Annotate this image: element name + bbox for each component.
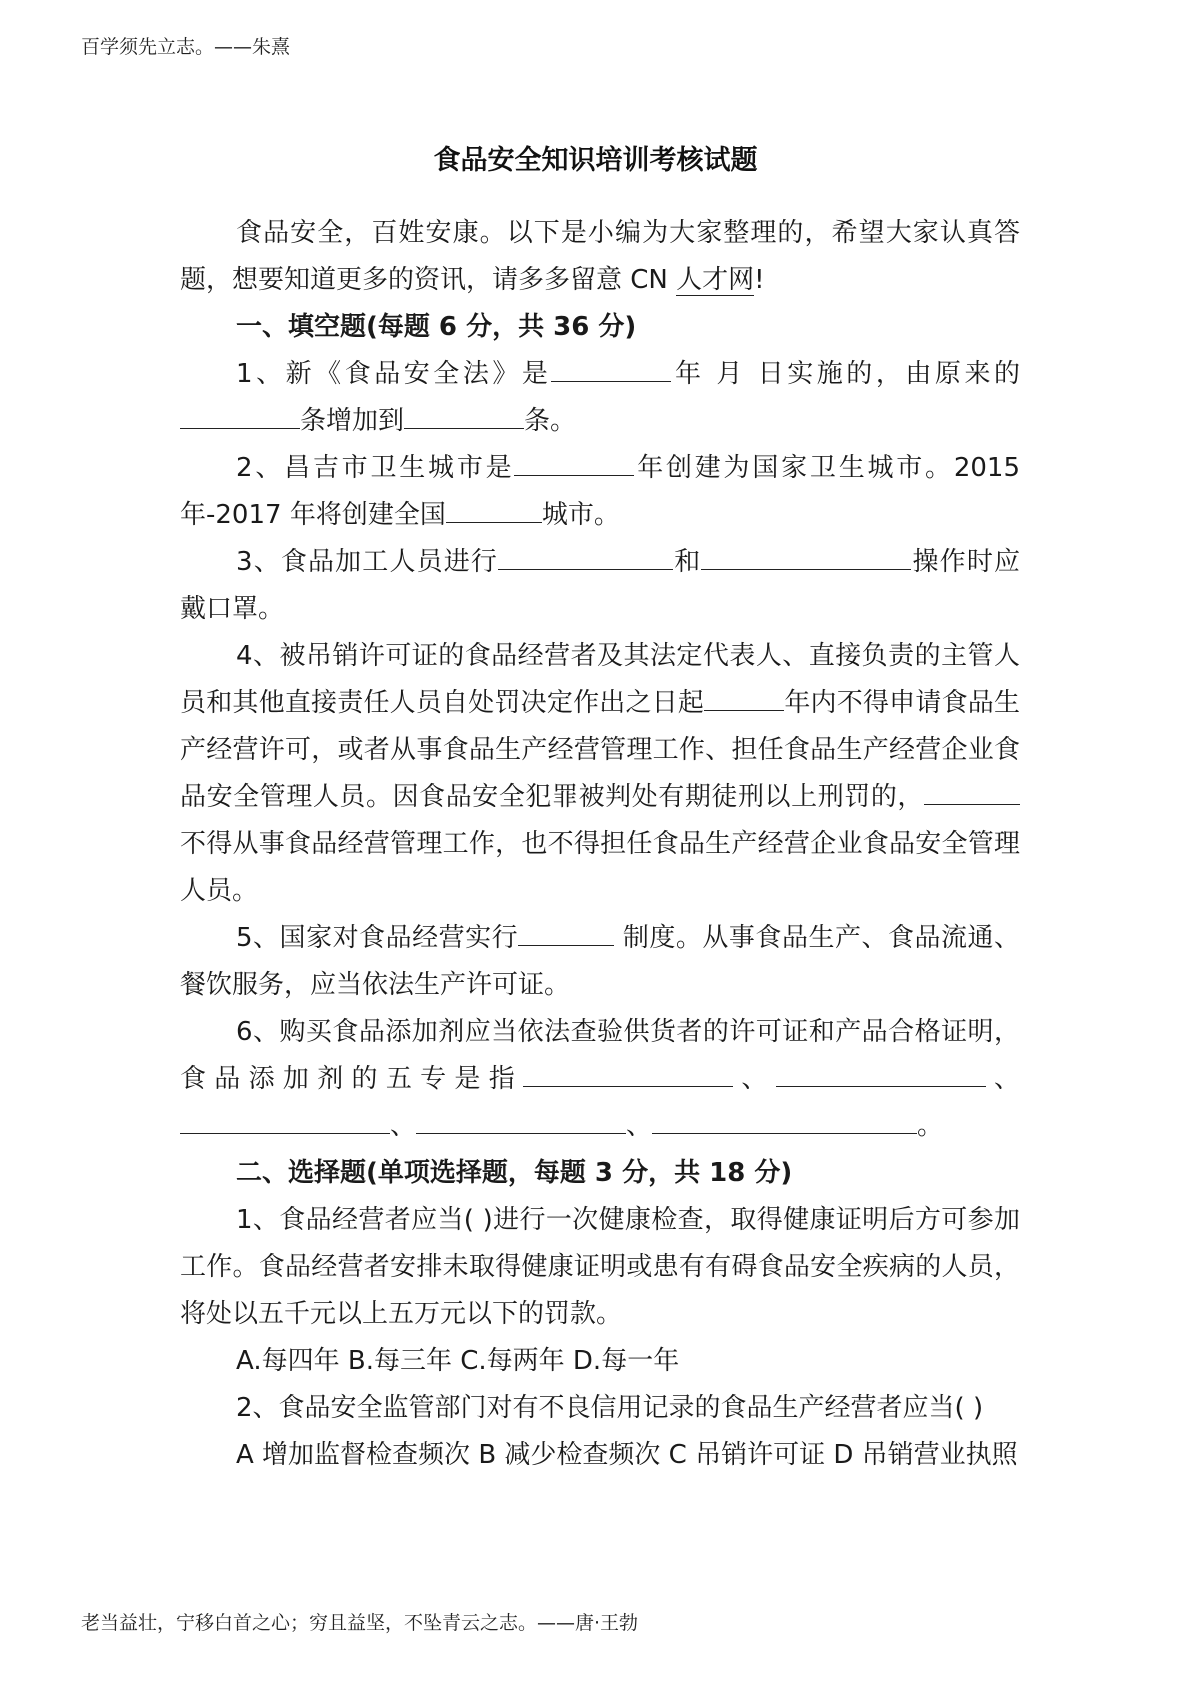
question-2-2: 2、食品安全监管部门对有不良信用记录的食品生产经营者应当( ) bbox=[236, 1393, 984, 1423]
question-2-2-options: A 增加监督检查频次 B 减少检查频次 C 吊销许可证 D 吊销营业执照 bbox=[236, 1440, 1018, 1470]
q-text: 和 bbox=[673, 547, 702, 577]
q-text: 4、被吊销许可证的食品经营者及其法定代表人、直接负责的主管人员和其他直接责任人员自处罚决定作出之日起 bbox=[180, 641, 1020, 718]
q-text: 1、新《食品安全法》是 bbox=[236, 359, 552, 389]
q-text: 不得从事食品经营管理工作，也不得担任食品生产经营企业食品安全管理人员。 bbox=[180, 829, 1020, 906]
q-text: 年 月 日实施的，由原来的 bbox=[671, 359, 1020, 389]
question-1-6 bbox=[180, 1009, 1020, 1150]
section1-heading: 一、填空题(每题 6 分，共 36 分) bbox=[236, 312, 637, 342]
answer-blank[interactable] bbox=[652, 1103, 917, 1134]
intro-paragraph bbox=[180, 210, 1020, 304]
header-quote: 百学须先立志。——朱熹 bbox=[81, 36, 291, 58]
intro-text: 食品安全，百姓安康。以下是小编为大家整理的，希望大家认真答题，想要知道更多的资讯，请多多留意 CN bbox=[180, 218, 1020, 295]
answer-blank[interactable] bbox=[776, 1056, 986, 1087]
question-1-5 bbox=[180, 915, 1020, 1009]
end-mark: 。 bbox=[917, 1111, 944, 1141]
answer-blank[interactable] bbox=[446, 492, 542, 523]
question-2-1-options: A.每四年 B.每三年 C.每两年 D.每一年 bbox=[236, 1346, 680, 1376]
q-text: 城市。 bbox=[541, 500, 620, 530]
q-text: 年内不得申请食品生产经营许可，或者从事食品生产经营管理工作、担任食品生产经营企业食品安全管理人员。因食品安全犯罪被判处有期徒刑以上刑罚的， bbox=[180, 688, 1020, 812]
q-text: 条。 bbox=[524, 406, 577, 436]
answer-blank[interactable] bbox=[523, 1056, 733, 1087]
answer-blank[interactable] bbox=[514, 445, 634, 476]
question-1-3 bbox=[180, 539, 1020, 633]
q-text: 3、食品加工人员进行 bbox=[236, 547, 499, 577]
answer-blank[interactable] bbox=[180, 1103, 390, 1134]
section2-heading: 二、选择题(单项选择题，每题 3 分，共 18 分) bbox=[236, 1158, 793, 1188]
q-text: 5、国家对食品经营实行 bbox=[236, 923, 519, 953]
question-2-1: 1、食品经营者应当( )进行一次健康检查，取得健康证明后方可参加工作。食品经营者安排未取得健康证明或患有有碍食品安全疾病的人员，将处以五千元以上五万元以下的罚款。 bbox=[180, 1205, 1020, 1329]
question-1-1 bbox=[180, 351, 1020, 445]
answer-blank[interactable] bbox=[416, 1103, 626, 1134]
answer-blank[interactable] bbox=[518, 915, 614, 946]
answer-blank[interactable] bbox=[404, 398, 524, 429]
q-text: 操作时应戴口罩。 bbox=[180, 547, 1020, 624]
answer-blank[interactable] bbox=[551, 351, 671, 382]
q-text: 制度。从事食品生产、食品流通、餐饮服务，应当依法生产许可证。 bbox=[180, 923, 1020, 1000]
q-text: 年创建为国家卫生城市。2015 年-2017 年将创建全国 bbox=[180, 453, 1021, 530]
answer-blank[interactable] bbox=[498, 539, 673, 570]
separator: 、 bbox=[985, 1064, 1020, 1094]
document-title: 食品安全知识培训考核试题 bbox=[433, 145, 758, 176]
intro-tail: ! bbox=[754, 265, 765, 295]
q-text: 2、昌吉市卫生城市是 bbox=[236, 453, 515, 483]
answer-blank[interactable] bbox=[704, 680, 784, 711]
answer-blank[interactable] bbox=[180, 398, 300, 429]
q-text: 6、购买食品添加剂应当依法查验供货者的许可证和产品合格证明，食品添加剂的五专是指 bbox=[180, 1017, 1020, 1094]
answer-blank[interactable] bbox=[701, 539, 911, 570]
q-text: 条增加到 bbox=[300, 406, 405, 436]
footer-quote: 老当益壮，宁移白首之心；穷且益坚，不坠青云之志。——唐·王勃 bbox=[81, 1612, 639, 1634]
question-1-4 bbox=[180, 633, 1020, 915]
answer-blank[interactable] bbox=[924, 774, 1020, 805]
separator: 、 bbox=[733, 1064, 776, 1094]
document-body bbox=[180, 210, 1020, 1479]
intro-link[interactable]: 人才网 bbox=[676, 265, 755, 295]
question-1-2 bbox=[180, 445, 1020, 539]
separator: 、 bbox=[390, 1111, 417, 1141]
separator: 、 bbox=[626, 1111, 653, 1141]
